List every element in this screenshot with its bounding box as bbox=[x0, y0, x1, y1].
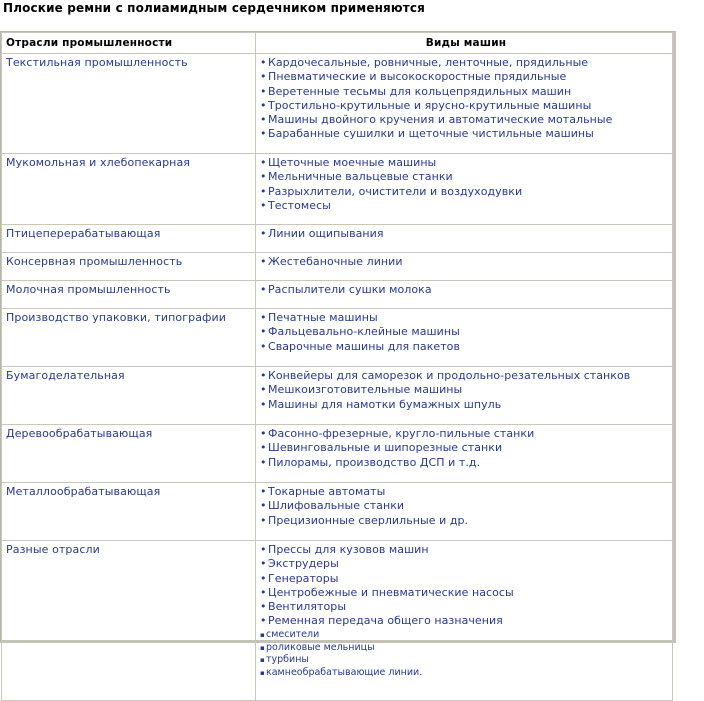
machine-list bbox=[260, 283, 668, 297]
table-row bbox=[2, 154, 673, 225]
machine-label: Мельничные вальцевые станки bbox=[268, 170, 453, 184]
table-row bbox=[2, 367, 673, 425]
machine-label: Шлифовальные станки bbox=[268, 499, 405, 513]
machine-list bbox=[260, 56, 668, 142]
sub-item-list bbox=[260, 629, 668, 680]
sub-item-label: турбины bbox=[266, 654, 309, 666]
sub-item-label: камнеобрабатывающие линии. bbox=[266, 667, 423, 679]
bullet-icon: • bbox=[260, 383, 267, 397]
table-row bbox=[2, 541, 673, 701]
machine-list-item bbox=[260, 156, 668, 170]
bullet-icon: • bbox=[260, 397, 267, 411]
machine-list-item bbox=[260, 586, 668, 600]
bullet-icon: • bbox=[260, 84, 267, 98]
machine-list bbox=[260, 311, 668, 354]
table-row bbox=[2, 253, 673, 281]
bullet-icon: • bbox=[260, 311, 267, 324]
machine-label: Генераторы bbox=[268, 571, 339, 585]
machine-list bbox=[260, 485, 668, 528]
bullet-icon: • bbox=[260, 499, 267, 513]
bullet-icon: • bbox=[260, 485, 267, 498]
sub-list-item bbox=[260, 654, 668, 667]
bullet-icon: • bbox=[260, 600, 267, 614]
machine-list bbox=[260, 227, 668, 241]
machine-label: Прессы для кузовов машин bbox=[268, 543, 429, 556]
bullet-icon: • bbox=[260, 427, 267, 440]
bullet-icon: • bbox=[260, 455, 267, 469]
table-header-row bbox=[2, 33, 673, 54]
machine-list-item bbox=[260, 340, 668, 354]
machine-label: Фасонно-фрезерные, кругло-пильные станки bbox=[268, 427, 535, 440]
machine-list-item bbox=[260, 199, 668, 213]
machine-list-item bbox=[260, 56, 668, 70]
square-bullet-icon: ▪ bbox=[260, 656, 265, 665]
machines-cell bbox=[256, 483, 673, 541]
bullet-icon: • bbox=[260, 571, 267, 585]
industry-cell: Разные отрасли bbox=[2, 541, 256, 701]
sub-list-item bbox=[260, 629, 668, 642]
bullet-icon: • bbox=[260, 585, 267, 599]
square-bullet-icon: ▪ bbox=[260, 630, 265, 639]
machines-cell bbox=[256, 253, 673, 281]
machine-list-item bbox=[260, 99, 668, 113]
applications-table-grid bbox=[1, 32, 673, 701]
bullet-icon: • bbox=[260, 156, 267, 169]
machine-list bbox=[260, 369, 668, 412]
machine-list-item bbox=[260, 543, 668, 557]
machine-label: Ременная передача общего назначения bbox=[268, 614, 503, 628]
industry-cell: Молочная промышленность bbox=[2, 281, 256, 309]
machine-list-item bbox=[260, 614, 668, 628]
bullet-icon: • bbox=[260, 543, 267, 556]
bullet-icon: • bbox=[260, 170, 267, 184]
industry-cell: Бумагоделательная bbox=[2, 367, 256, 425]
machine-list-item bbox=[260, 70, 668, 84]
sub-item-label: смесители bbox=[266, 628, 320, 640]
bullet-icon: • bbox=[260, 198, 267, 212]
machines-cell bbox=[256, 541, 673, 701]
sub-list-item bbox=[260, 642, 668, 655]
machine-list-item bbox=[260, 85, 668, 99]
machine-label: Щеточные моечные машины bbox=[268, 156, 437, 169]
industry-cell: Деревообрабатывающая bbox=[2, 425, 256, 483]
machines-cell bbox=[256, 281, 673, 309]
header-machines: Виды машин bbox=[256, 33, 673, 54]
industry-cell: Птицеперерабатывающая bbox=[2, 225, 256, 253]
machine-label: Сварочные машины для пакетов bbox=[268, 339, 460, 353]
machine-list-item bbox=[260, 113, 668, 127]
table-row bbox=[2, 281, 673, 309]
machine-label: Печатные машины bbox=[268, 311, 378, 324]
machine-label: Вентиляторы bbox=[268, 600, 347, 614]
bullet-icon: • bbox=[260, 513, 267, 527]
machine-label: Пилорамы, производство ДСП и т.д. bbox=[268, 455, 481, 469]
bullet-icon: • bbox=[260, 255, 267, 268]
machine-label: Фальцевально-клейные машины bbox=[268, 325, 460, 339]
machine-list-item bbox=[260, 325, 668, 339]
machines-cell bbox=[256, 425, 673, 483]
machine-label: Машины двойного кручения и автоматические мотальные bbox=[268, 113, 613, 127]
machine-list-item bbox=[260, 398, 668, 412]
bullet-icon: • bbox=[260, 113, 267, 127]
machines-cell bbox=[256, 367, 673, 425]
machine-list-item bbox=[260, 383, 668, 397]
machine-list bbox=[260, 543, 668, 629]
machine-list-item bbox=[260, 456, 668, 470]
bullet-icon: • bbox=[260, 339, 267, 353]
bullet-icon: • bbox=[260, 98, 267, 112]
machine-label: Разрыхлители, очистители и воздуходувки bbox=[268, 184, 523, 198]
machine-label: Токарные автоматы bbox=[268, 485, 386, 498]
machine-list bbox=[260, 427, 668, 470]
machines-cell bbox=[256, 154, 673, 225]
machine-label: Пневматические и высокоскоростные прядильные bbox=[268, 70, 567, 84]
square-bullet-icon: ▪ bbox=[260, 669, 265, 678]
machine-list bbox=[260, 156, 668, 213]
machine-label: Конвейеры для саморезок и продольно-резательных станков bbox=[268, 369, 631, 382]
bullet-icon: • bbox=[260, 325, 267, 339]
bullet-icon: • bbox=[260, 70, 267, 84]
machine-list-item bbox=[260, 283, 668, 297]
page-title: Плоские ремни с полиамидным сердечником применяются bbox=[3, 1, 425, 15]
machines-cell bbox=[256, 54, 673, 154]
bullet-icon: • bbox=[260, 557, 267, 571]
machine-label: Барабанные сушилки и щеточные чистильные машины bbox=[268, 127, 594, 141]
machine-label: Центробежные и пневматические насосы bbox=[268, 585, 514, 599]
machine-label: Прецизионные сверлильные и др. bbox=[268, 513, 469, 527]
machine-list bbox=[260, 255, 668, 269]
square-bullet-icon: ▪ bbox=[260, 643, 265, 652]
industry-cell: Мукомольная и хлебопекарная bbox=[2, 154, 256, 225]
table-body bbox=[2, 54, 673, 701]
machine-list-item bbox=[260, 255, 668, 269]
machine-label: Экструдеры bbox=[268, 557, 339, 571]
sub-list-item bbox=[260, 667, 668, 680]
machine-list-item bbox=[260, 485, 668, 499]
machine-label: Машины для намотки бумажных шпуль bbox=[268, 397, 502, 411]
industry-cell: Консервная промышленность bbox=[2, 253, 256, 281]
machine-list-item bbox=[260, 557, 668, 571]
machines-cell bbox=[256, 309, 673, 367]
machine-label: Кардочесальные, ровничные, ленточные, прядильные bbox=[268, 56, 589, 69]
machine-list-item bbox=[260, 170, 668, 184]
machine-list-item bbox=[260, 441, 668, 455]
machine-list-item bbox=[260, 227, 668, 241]
bullet-icon: • bbox=[260, 184, 267, 198]
machine-label: Веретенные тесьмы для кольцепрядильных машин bbox=[268, 84, 572, 98]
bullet-icon: • bbox=[260, 369, 267, 382]
table-row bbox=[2, 425, 673, 483]
header-industry: Отрасли промышленности bbox=[2, 33, 256, 54]
table-row bbox=[2, 225, 673, 253]
bullet-icon: • bbox=[260, 56, 267, 69]
machine-label: Шевинговальные и шипорезные станки bbox=[268, 441, 503, 455]
table-row bbox=[2, 54, 673, 154]
industry-cell: Производство упаковки, типографии bbox=[2, 309, 256, 367]
machine-label: Линии ощипывания bbox=[268, 227, 384, 240]
bullet-icon: • bbox=[260, 127, 267, 141]
bullet-icon: • bbox=[260, 283, 267, 296]
machine-label: Распылители сушки молока bbox=[268, 283, 432, 296]
machine-list-item bbox=[260, 185, 668, 199]
machine-list-item bbox=[260, 427, 668, 441]
machine-label: Мешкоизготовительные машины bbox=[268, 383, 463, 397]
sub-item-label: роликовые мельницы bbox=[266, 641, 375, 653]
bullet-icon: • bbox=[260, 227, 267, 240]
machines-cell bbox=[256, 225, 673, 253]
machine-list-item bbox=[260, 499, 668, 513]
machine-list-item bbox=[260, 514, 668, 528]
machine-list-item bbox=[260, 127, 668, 141]
bullet-icon: • bbox=[260, 614, 267, 628]
machine-list-item bbox=[260, 572, 668, 586]
industry-cell: Текстильная промышленность bbox=[2, 54, 256, 154]
machine-label: Тростильно-крутильные и ярусно-крутильные машины bbox=[268, 98, 592, 112]
applications-table bbox=[0, 31, 676, 679]
machine-label: Жестебаночные линии bbox=[268, 255, 403, 268]
machine-label: Тестомесы bbox=[268, 198, 331, 212]
table-row bbox=[2, 309, 673, 367]
machine-list-item bbox=[260, 369, 668, 383]
bullet-icon: • bbox=[260, 441, 267, 455]
machine-list-item bbox=[260, 600, 668, 614]
industry-cell: Металлообрабатывающая bbox=[2, 483, 256, 541]
machine-list-item bbox=[260, 311, 668, 325]
table-row bbox=[2, 483, 673, 541]
